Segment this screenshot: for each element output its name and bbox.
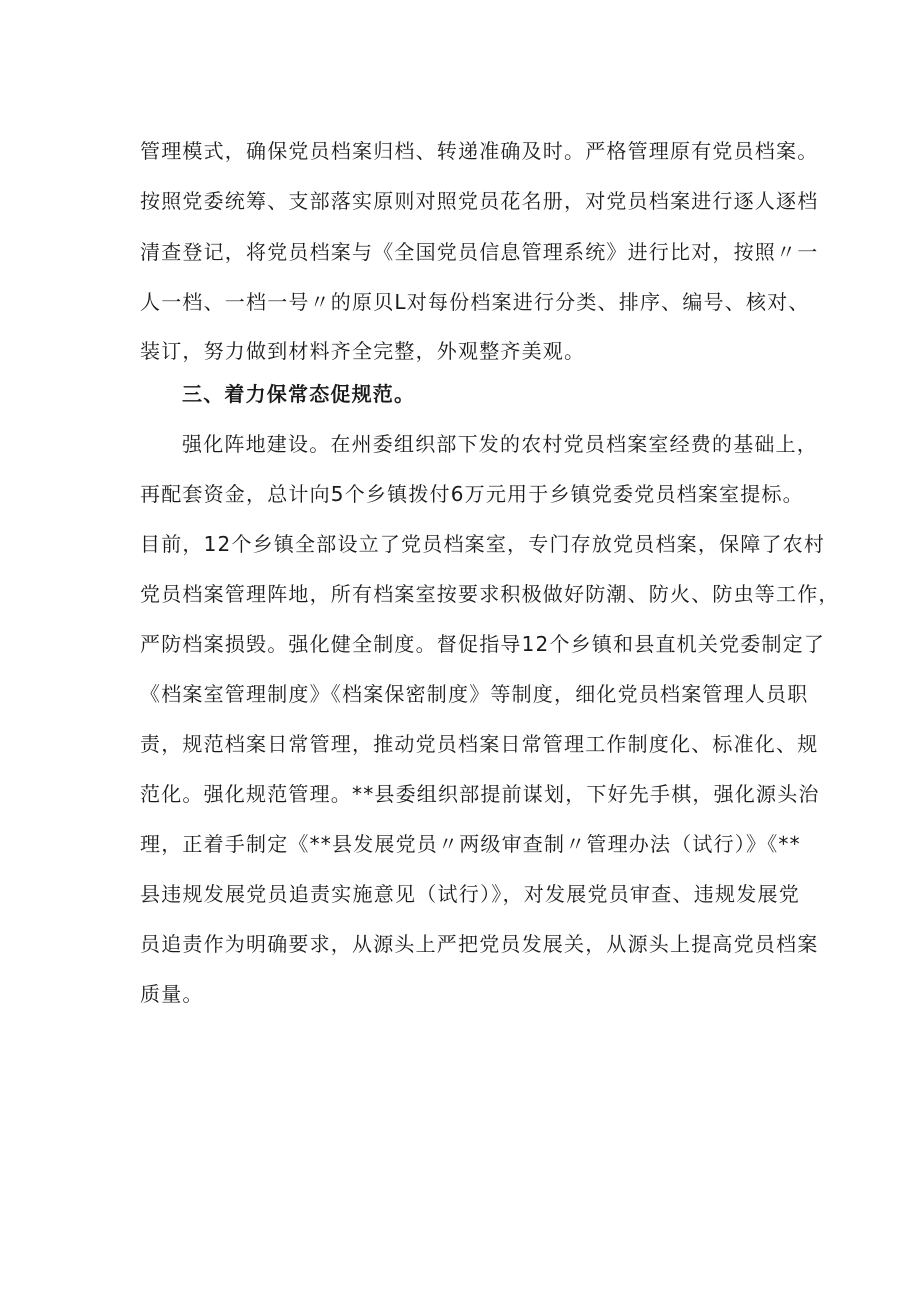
paragraph-line: 党员档案管理阵地，所有档案室按要求积极做好防潮、防火、防虫等工作， [140, 582, 840, 606]
paragraph-line: 人一档、一档一号〃的原贝L对每份档案进行分类、排序、编号、核对、 [140, 290, 810, 314]
paragraph-line: 装订，努力做到材料齐全完整，外观整齐美观。 [140, 339, 586, 363]
paragraph-line: 范化。强化规范管理。**县委组织部提前谋划，下好先手棋，强化源头治 [140, 782, 820, 806]
paragraph-line: 理，正着手制定《**县发展党员〃两级审查制〃管理办法（试行）》《** [140, 832, 801, 856]
paragraph-line: 《档案室管理制度》《档案保密制度》等制度，细化党员档案管理人员职 [140, 682, 809, 706]
paragraph-line: 清查登记，将党员档案与《全国党员信息管理系统》进行比对，按照〃一 [140, 240, 819, 264]
paragraph-line: 按照党委统筹、支部落实原则对照党员花名册，对党员档案进行逐人逐档 [140, 189, 819, 213]
paragraph-line: 严防档案损毁。强化健全制度。督促指导12个乡镇和县直机关党委制定了 [140, 632, 826, 656]
paragraph-line: 再配套资金，总计向5个乡镇拨付6万元用于乡镇党委党员档案室提标。 [140, 482, 804, 506]
paragraph-line: 管理模式，确保党员档案归档、转递准确及时。严格管理原有党员档案。 [140, 139, 819, 163]
section-heading: 三、着力保常态促规范。 [182, 382, 416, 406]
paragraph-line: 员追责作为明确要求，从源头上严把党员发展关，从源头上提高党员档案 [140, 932, 819, 956]
paragraph-line: 县违规发展党员追责实施意见（试行）》，对发展党员审查、违规发展党 [140, 882, 800, 906]
paragraph-line: 质量。 [140, 982, 204, 1006]
paragraph-line: 强化阵地建设。在州委组织部下发的农村党员档案室经费的基础上， [182, 432, 818, 456]
paragraph-line: 目前，12个乡镇全部设立了党员档案室，专门存放党员档案，保障了农村 [140, 532, 826, 556]
paragraph-line: 责，规范档案日常管理，推动党员档案日常管理工作制度化、标准化、规 [140, 732, 819, 756]
